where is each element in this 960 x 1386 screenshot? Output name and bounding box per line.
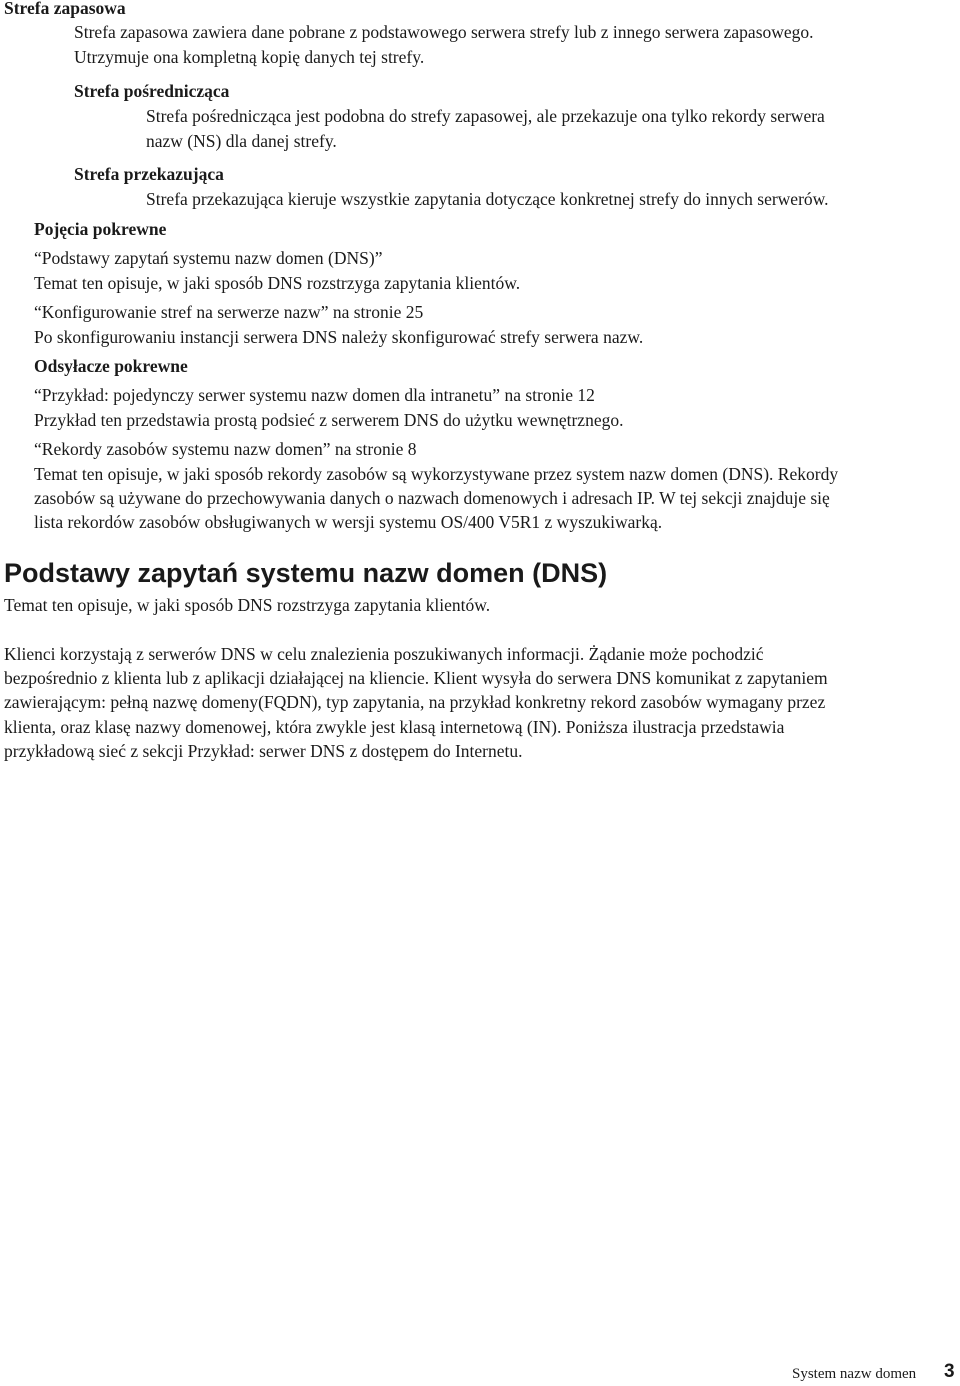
body-paragraph-line: zawierającym: pełną nazwę domeny(FQDN), typ zapytania, na przykład konkretny rekord zasobów wymagany przez: [4, 692, 826, 712]
page-reference: na stronie 12: [500, 385, 595, 405]
related-concept-description: Temat ten opisuje, w jaki sposób DNS rozstrzyga zapytania klientów.: [34, 273, 521, 293]
zone-title-backup: Strefa zapasowa: [4, 0, 126, 18]
body-paragraph-line: przykładową sieć z sekcji Przykład: serwer DNS z dostępem do Internetu.: [4, 741, 523, 761]
related-reference-description: Przykład ten przedstawia prostą podsieć z serwerem DNS do użytku wewnętrznego.: [34, 410, 624, 430]
zone-desc-line: nazw (NS) dla danej strefy.: [146, 131, 337, 151]
related-concept-entry[interactable]: [34, 304, 423, 322]
related-concept-entry[interactable]: [34, 250, 383, 268]
related-reference-link[interactable]: “ Przykład: pojedynczy serwer systemu nazw domen dla intranetu ”: [34, 385, 500, 405]
related-concept-description: Po skonfigurowaniu instancji serwera DNS należy skonfigurować strefy serwera nazw.: [34, 327, 644, 347]
zone-desc-line: Strefa zapasowa zawiera dane pobrane z podstawowego serwera strefy lub z innego serwera zapasowego.: [74, 22, 814, 42]
zone-title-stub: Strefa pośrednicząca: [74, 81, 230, 101]
related-concepts-heading: Pojęcia pokrewne: [34, 219, 167, 239]
related-reference-description: Temat ten opisuje, w jaki sposób rekordy zasobów są wykorzystywane przez system nazw domen (DNS). Rekordy: [34, 464, 839, 484]
footer-label: System nazw domen: [792, 1366, 917, 1382]
body-paragraph-line: klienta, oraz klasę nazwy domenowej, która zwykle jest klasą internetową (IN). Poniższa ilustracja przedstawia: [4, 717, 785, 737]
section-title: Podstawy zapytań systemu nazw domen (DNS): [4, 558, 608, 588]
related-reference-description: zasobów są używane do przechowywania danych o nazwach domenowych i adresach IP. W tej sekcji znajduje się: [34, 488, 830, 508]
body-paragraph-line: Klienci korzystają z serwerów DNS w celu znalezienia poszukiwanych informacji. Żądanie może pochodzić: [4, 644, 764, 664]
related-concept-link[interactable]: “ Podstawy zapytań systemu nazw domen (DNS) ”: [34, 248, 383, 268]
related-reference-entry[interactable]: [34, 441, 417, 459]
zone-title-forward: Strefa przekazująca: [74, 164, 224, 184]
related-reference-link[interactable]: “ Rekordy zasobów systemu nazw domen ”: [34, 439, 330, 459]
related-references-heading: Odsyłacze pokrewne: [34, 356, 188, 376]
page-reference: na stronie 8: [330, 439, 417, 459]
zone-desc-line: Strefa pośrednicząca jest podobna do strefy zapasowej, ale przekazuje ona tylko rekordy serwera: [146, 106, 825, 126]
related-reference-entry[interactable]: [34, 387, 595, 405]
page-number: 3: [944, 1361, 955, 1382]
section-intro: Temat ten opisuje, w jaki sposób DNS rozstrzyga zapytania klientów.: [4, 595, 491, 615]
zone-desc-line: Strefa przekazująca kieruje wszystkie zapytania dotyczące konkretnej strefy do innych serwerów.: [146, 189, 829, 209]
related-reference-description: lista rekordów zasobów obsługiwanych w wersji systemu OS/400 V5R1 z wyszukiwarką.: [34, 512, 663, 532]
zone-desc-line: Utrzymuje ona kompletną kopię danych tej strefy.: [74, 47, 425, 67]
related-concept-link[interactable]: “ Konfigurowanie stref na serwerze nazw ”: [34, 302, 328, 322]
page-reference: na stronie 25: [328, 302, 424, 322]
body-paragraph-line: bezpośrednio z klienta lub z aplikacji działającej na kliencie. Klient wysyła do serwera DNS komunikat z zapytaniem: [4, 668, 828, 688]
